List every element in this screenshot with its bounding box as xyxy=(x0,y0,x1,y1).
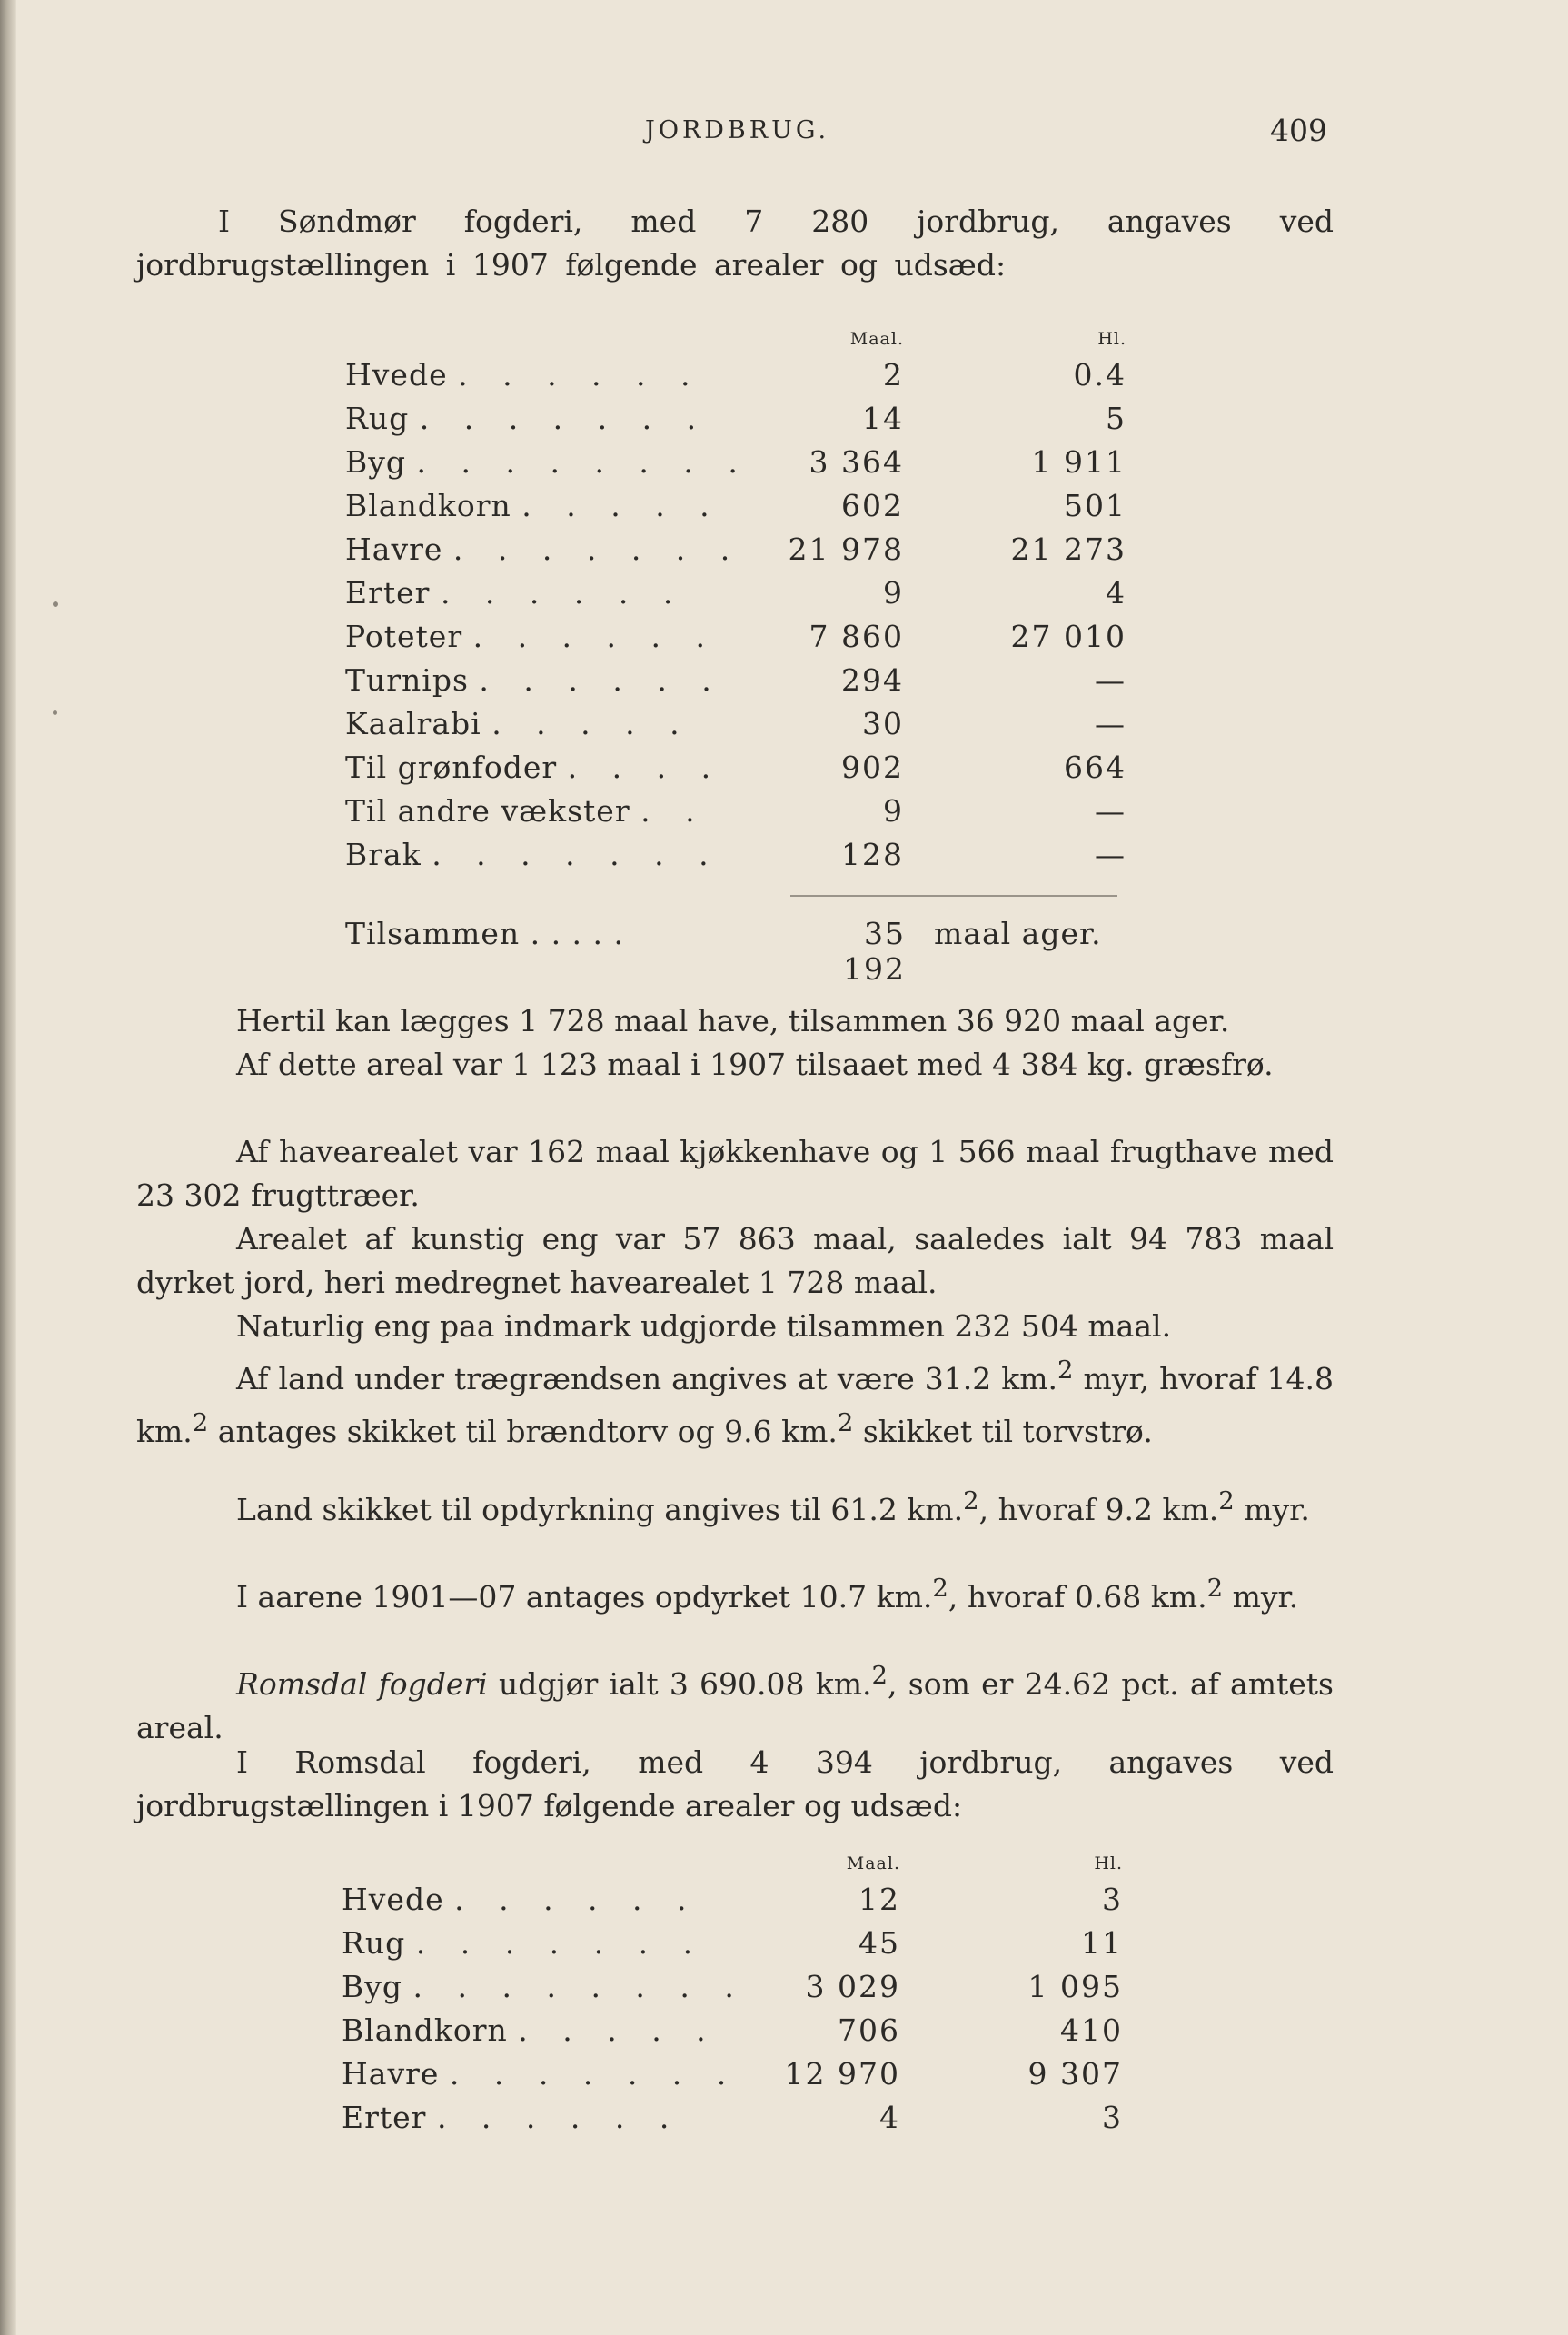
paragraph-naturlig-eng: Naturlig eng paa indmark udgjorde tilsammen 232 504 maal. xyxy=(236,1308,1172,1344)
table-row xyxy=(342,1877,1123,1921)
table-row xyxy=(345,571,1126,614)
hl-value: 664 xyxy=(1064,749,1126,785)
col-header-hl: Hl. xyxy=(1097,329,1126,349)
maal-value: 21 978 xyxy=(788,531,904,567)
paragraph-graesfro: Af dette areal var 1 123 maal i 1907 tilsaaet med 4 384 kg. græsfrø. xyxy=(236,1047,1274,1082)
paragraph-romsdal-intro: I Romsdal fogderi, med 4 394 jordbrug, angaves ved jordbrugstællingen i 1907 følgende arealer og udsæd: xyxy=(136,1744,1334,1823)
table-row xyxy=(345,832,1126,876)
crop-name: Brak xyxy=(345,836,422,872)
table-row xyxy=(342,2008,1123,2052)
crop-name: Byg xyxy=(345,443,407,480)
total-maal: 35 192 xyxy=(843,916,906,987)
crop-name: Til grønfoder xyxy=(345,749,558,785)
leader-dots: . . . . . . . . xyxy=(412,1968,747,2004)
maal-value: 706 xyxy=(838,2012,900,2048)
maal-value: 30 xyxy=(862,705,904,741)
table-row xyxy=(345,614,1126,658)
maal-value: 12 970 xyxy=(784,2055,900,2092)
hl-value: 21 273 xyxy=(1010,531,1126,567)
paragraph-hertil: Hertil kan lægges 1 728 maal have, tilsammen 36 920 maal ager. xyxy=(236,1003,1230,1038)
table-row xyxy=(345,789,1126,832)
hl-value: 501 xyxy=(1064,487,1126,523)
intro-paragraph: I Søndmør fogderi, med 7 280 jordbrug, angaves ved jordbrugstællingen i 1907 følgende arealer og udsæd: xyxy=(136,204,1334,283)
table-row xyxy=(345,483,1126,527)
page-number: 409 xyxy=(1270,113,1327,148)
crop-name: Havre xyxy=(342,2055,440,2092)
hl-value: 27 010 xyxy=(1010,618,1126,654)
maal-value: 128 xyxy=(841,836,904,872)
leader-dots: . . . . xyxy=(567,749,724,785)
table-row xyxy=(345,701,1126,745)
maal-value: 294 xyxy=(841,661,904,698)
leader-dots: . . . . . . xyxy=(458,356,703,392)
leader-dots: . . . . . . xyxy=(436,2099,682,2135)
maal-value: 4 xyxy=(879,2099,900,2135)
table-row xyxy=(345,440,1126,483)
total-row xyxy=(345,916,1163,987)
crop-name: Turnips xyxy=(345,661,469,698)
table-header-row xyxy=(342,1841,1123,1877)
romsdal-fogderi-italic: Romsdal fogderi xyxy=(236,1666,488,1702)
maal-value: 2 xyxy=(883,356,904,392)
leader-dots: . . . . . . xyxy=(440,574,686,611)
crop-name: Byg xyxy=(342,1968,403,2004)
paragraph-aarene: I aarene 1901—07 antages opdyrket 10.7 km.$^2$, hvoraf 0.68 km.$^2$ myr. xyxy=(236,1574,1299,1615)
crop-name: Hvede xyxy=(345,356,448,392)
hl-value: 9 307 xyxy=(1027,2055,1123,2092)
paragraph-myr: Af land under trægrændsen angives at være 31.2 km.$^2$ myr, hvoraf 14.8 km.$^2$ antages skikket til brændtorv og 9.6 km.$^2$ skikket til torvstrø. xyxy=(136,1356,1334,1449)
leader-dots: . . xyxy=(640,792,708,829)
leader-dots: . . . . . . . xyxy=(449,2055,739,2092)
total-label: Tilsammen . . . . . xyxy=(345,916,624,951)
table-row xyxy=(345,353,1126,396)
col-header-maal: Maal. xyxy=(846,1853,900,1873)
col-header-maal: Maal. xyxy=(849,329,904,349)
leader-dots: . . . . . . xyxy=(454,1881,700,1917)
hl-value: 11 xyxy=(1081,1924,1123,1961)
maal-value: 45 xyxy=(858,1924,900,1961)
hl-value: 4 xyxy=(1106,574,1126,611)
maal-value: 3 029 xyxy=(805,1968,900,2004)
maal-value: 902 xyxy=(841,749,904,785)
table-row xyxy=(345,745,1126,789)
crop-name: Havre xyxy=(345,531,443,567)
leader-dots: . . . . . xyxy=(491,705,692,741)
hl-value: — xyxy=(1095,792,1126,829)
page-header xyxy=(0,113,1568,153)
crop-name: Rug xyxy=(342,1924,406,1961)
table-row xyxy=(345,527,1126,571)
leader-dots: . . . . . . . xyxy=(452,531,743,567)
total-unit: maal ager. xyxy=(934,916,1102,951)
crop-name: Rug xyxy=(345,400,410,436)
table-row xyxy=(345,658,1126,701)
maal-value: 9 xyxy=(883,792,904,829)
crop-name: Erter xyxy=(345,574,431,611)
paragraph-kunstig-eng: Arealet af kunstig eng var 57 863 maal, saaledes ialt 94 783 maal dyrket jord, heri medregnet havearealet 1 728 maal. xyxy=(136,1221,1334,1300)
leader-dots: . . . . . xyxy=(518,2012,719,2048)
maal-value: 3 364 xyxy=(809,443,904,480)
hl-value: 1 911 xyxy=(1031,443,1126,480)
crop-table-romsdal xyxy=(342,1841,1123,2139)
table-row xyxy=(345,396,1126,440)
hl-value: 0.4 xyxy=(1073,356,1126,392)
table-row xyxy=(342,2095,1123,2139)
running-head: JORDBRUG. xyxy=(645,116,830,144)
crop-table-sondmor xyxy=(345,316,1126,876)
crop-name: Poteter xyxy=(345,618,463,654)
hl-value: 410 xyxy=(1060,2012,1123,2048)
col-header-hl: Hl. xyxy=(1094,1853,1123,1873)
crop-name: Hvede xyxy=(342,1881,444,1917)
total-rule xyxy=(790,895,1117,897)
leader-dots: . . . . . . . xyxy=(432,836,721,872)
crop-name: Blandkorn xyxy=(342,2012,508,2048)
hl-value: 5 xyxy=(1106,400,1126,436)
crop-name: Blandkorn xyxy=(345,487,511,523)
paper-speck xyxy=(53,601,58,607)
maal-value: 9 xyxy=(883,574,904,611)
hl-value: — xyxy=(1095,661,1126,698)
leader-dots: . . . . . xyxy=(521,487,722,523)
hl-value: — xyxy=(1095,836,1126,872)
maal-value: 602 xyxy=(841,487,904,523)
maal-value: 12 xyxy=(858,1881,900,1917)
table-row xyxy=(342,1921,1123,1964)
table-row xyxy=(342,2052,1123,2095)
hl-value: 1 095 xyxy=(1027,1968,1123,2004)
maal-value: 7 860 xyxy=(809,618,904,654)
paragraph-opdyrkning: Land skikket til opdyrkning angives til 61.2 km.$^2$, hvoraf 9.2 km.$^2$ myr. xyxy=(236,1486,1310,1527)
paragraph-havearealet: Af havearealet var 162 maal kjøkkenhave og 1 566 maal frugthave med 23 302 frugttræer. xyxy=(136,1134,1334,1213)
crop-name: Til andre vækster xyxy=(345,792,630,829)
leader-dots: . . . . . . xyxy=(472,618,718,654)
leader-dots: . . . . . . . xyxy=(419,400,710,436)
crop-name: Kaalrabi xyxy=(345,705,481,741)
table-header-row xyxy=(345,316,1126,353)
leader-dots: . . . . . . xyxy=(479,661,724,698)
hl-value: 3 xyxy=(1102,2099,1123,2135)
crop-name: Erter xyxy=(342,2099,427,2135)
leader-dots: . . . . . . . xyxy=(415,1924,706,1961)
paper-speck xyxy=(53,710,57,715)
table-row xyxy=(342,1964,1123,2008)
hl-value: 3 xyxy=(1102,1881,1123,1917)
maal-value: 14 xyxy=(862,400,904,436)
leader-dots: . . . . . . . . xyxy=(416,443,750,480)
hl-value: — xyxy=(1095,705,1126,741)
paragraph-romsdal: Romsdal fogderi udgjør ialt 3 690.08 km.$^2$, som er 24.62 pct. af amtets areal. xyxy=(136,1661,1334,1745)
